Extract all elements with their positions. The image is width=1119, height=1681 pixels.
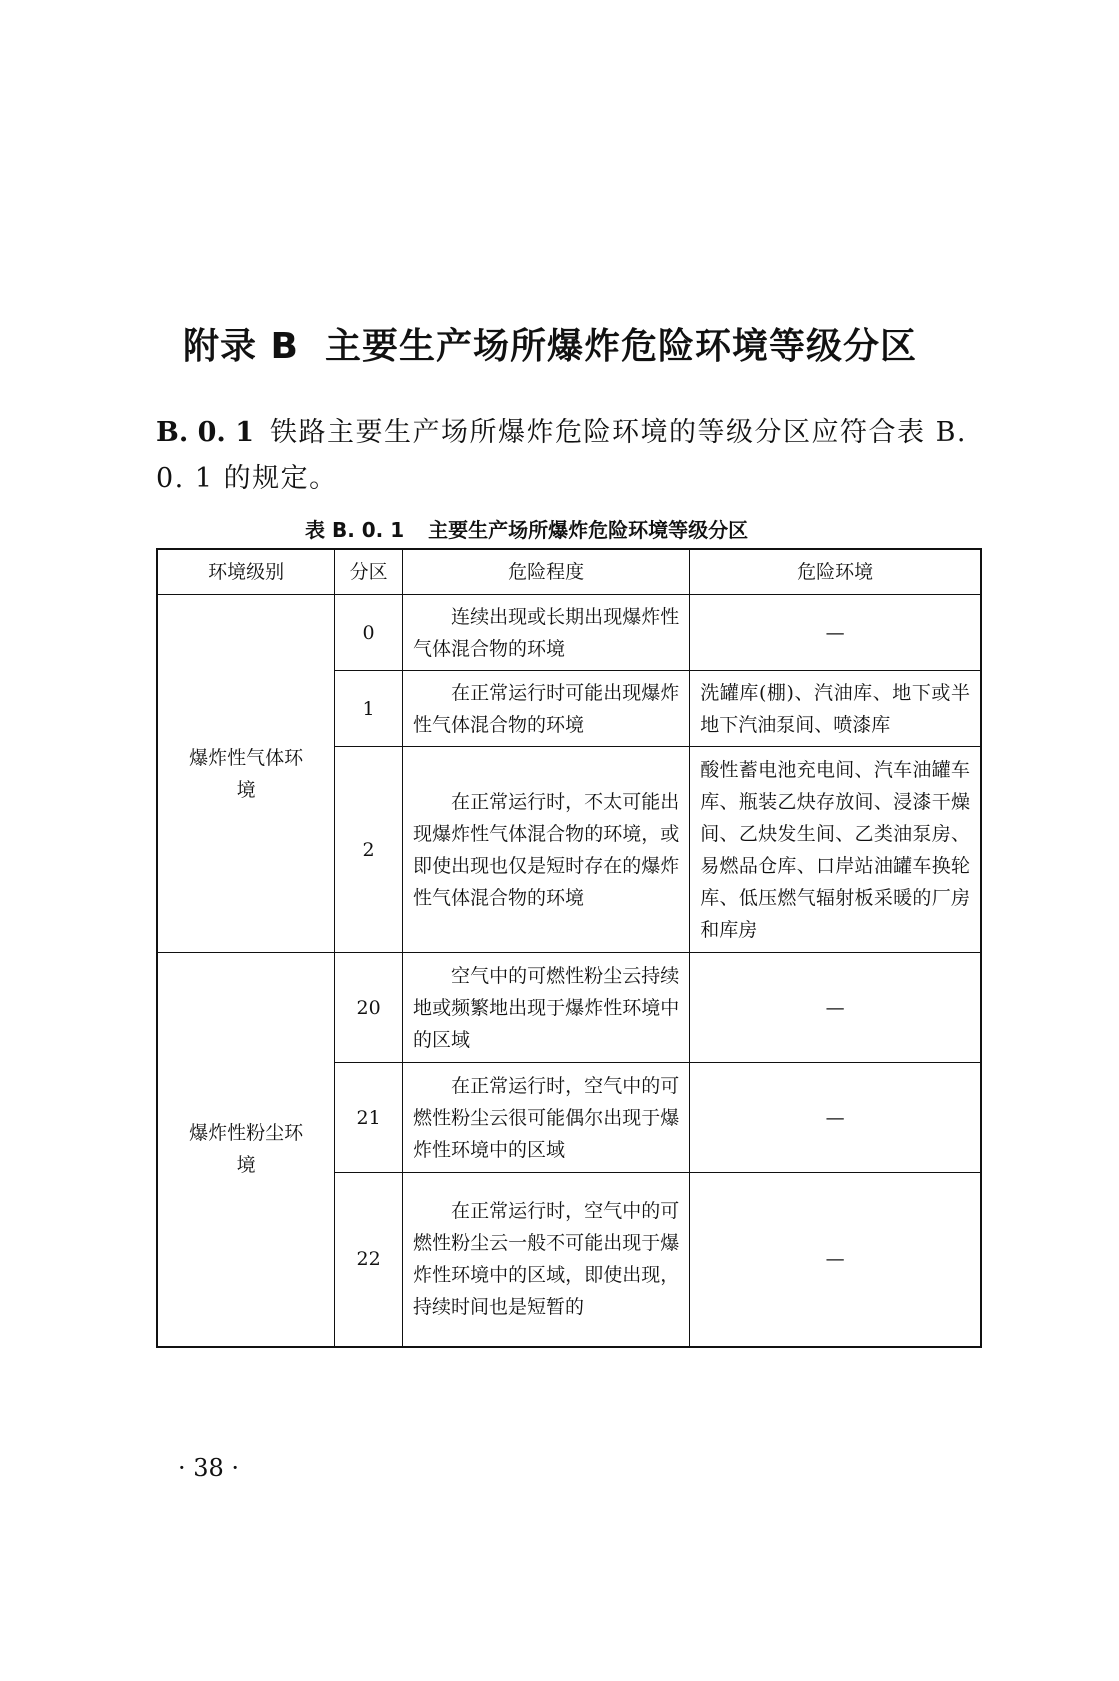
page-number: · 38 · — [178, 1454, 240, 1482]
environment-cell: — — [690, 1063, 981, 1173]
degree-text: 在正常运行时，不太可能出现爆炸性气体混合物的环境，或即使出现也仅是短时存在的爆炸性气体混合物的环境 — [413, 790, 680, 909]
level-cell: 爆炸性气体环境 — [157, 595, 335, 953]
table-caption — [305, 514, 748, 543]
environment-cell: — — [690, 595, 981, 671]
degree-cell — [403, 953, 690, 1063]
clause-number: B. 0. 1 — [156, 417, 254, 448]
hazard-zone-table — [156, 548, 982, 1348]
degree-cell — [403, 595, 690, 671]
appendix-title — [183, 318, 983, 369]
environment-cell: — — [690, 953, 981, 1063]
degree-cell — [403, 1063, 690, 1173]
degree-text: 连续出现或长期出现爆炸性气体混合物的环境 — [413, 605, 680, 660]
zone-cell: 1 — [335, 671, 403, 747]
degree-text: 在正常运行时，空气中的可燃性粉尘云很可能偶尔出现于爆炸性环境中的区域 — [413, 1074, 680, 1161]
environment-cell: — — [690, 1173, 981, 1347]
degree-text: 在正常运行时，空气中的可燃性粉尘云一般不可能出现于爆炸性环境中的区域，即使出现，持续时间也是短暂的 — [413, 1200, 680, 1319]
table-caption-title: 主要生产场所爆炸危险环境等级分区 — [428, 518, 749, 542]
table-row — [157, 953, 981, 1063]
zone-cell: 0 — [335, 595, 403, 671]
appendix-title-text: 主要生产场所爆炸危险环境等级分区 — [324, 326, 917, 367]
environment-cell: 洗罐库(棚)、汽油库、地下或半地下汽油泵间、喷漆库 — [690, 671, 981, 747]
clause-text: 铁路主要生产场所爆炸危险环境的等级分区应符合表 B. 0. 1 的规定。 — [156, 417, 968, 494]
degree-text: 在正常运行时可能出现爆炸性气体混合物的环境 — [413, 681, 680, 736]
degree-cell — [403, 671, 690, 747]
environment-cell: 酸性蓄电池充电间、汽车油罐车库、瓶装乙炔存放间、浸漆干燥间、乙炔发生间、乙类油泵房、易燃品仓库、口岸站油罐车换轮库、低压燃气辐射板采暖的厂房和库房 — [690, 747, 981, 953]
clause-paragraph — [156, 410, 986, 502]
header-level: 环境级别 — [157, 549, 335, 595]
header-zone: 分区 — [335, 549, 403, 595]
zone-cell: 21 — [335, 1063, 403, 1173]
zone-cell: 22 — [335, 1173, 403, 1347]
header-environment: 危险环境 — [690, 549, 981, 595]
zone-cell: 20 — [335, 953, 403, 1063]
appendix-label: 附录 B — [183, 326, 299, 367]
table-header-row — [157, 549, 981, 595]
degree-text: 空气中的可燃性粉尘云持续地或频繁地出现于爆炸性环境中的区域 — [413, 964, 680, 1051]
table-caption-number: 表 B. 0. 1 — [305, 518, 405, 542]
table-row — [157, 595, 981, 671]
degree-cell — [403, 747, 690, 953]
degree-cell — [403, 1173, 690, 1347]
zone-cell: 2 — [335, 747, 403, 953]
level-cell: 爆炸性粉尘环境 — [157, 953, 335, 1347]
header-degree: 危险程度 — [403, 549, 690, 595]
